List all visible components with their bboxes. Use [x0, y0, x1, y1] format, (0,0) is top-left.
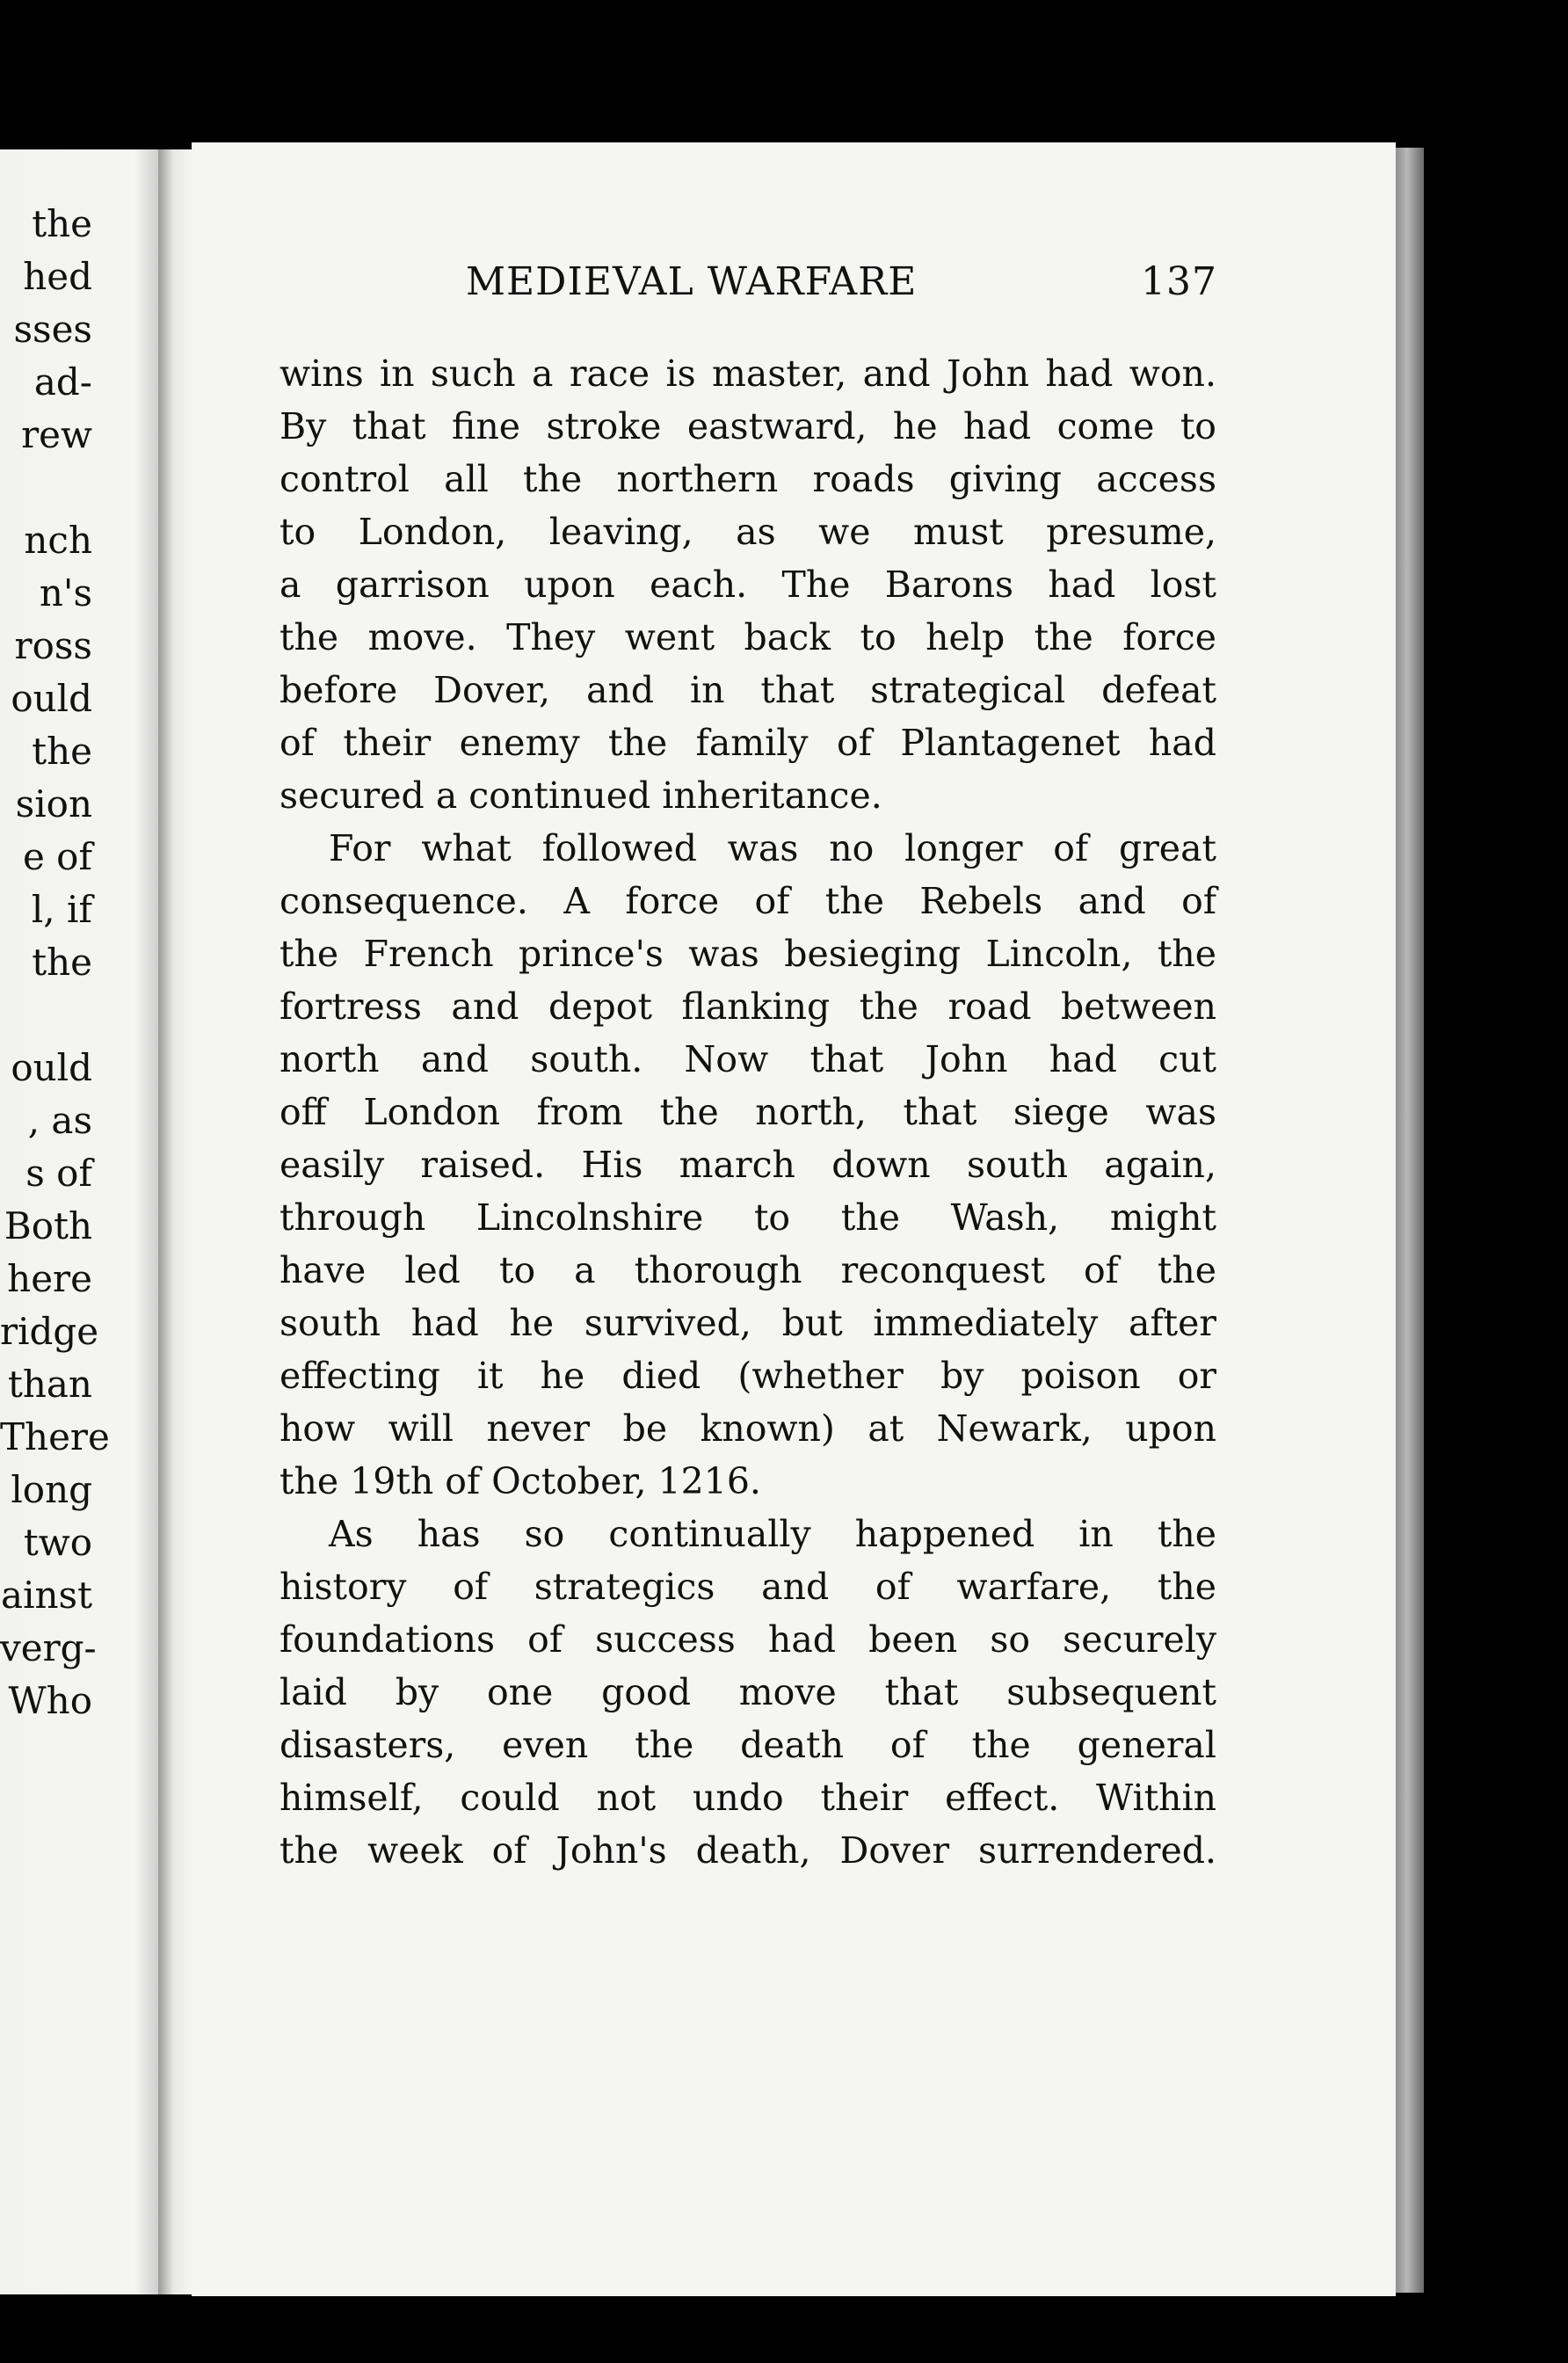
- text-line: wins in such a race is master, and John had won.: [279, 353, 1216, 395]
- left-fragment-line: the: [32, 202, 92, 245]
- text-line: the 19th of October, 1216.: [279, 1460, 761, 1502]
- text-line: easily raised. His march down south again,: [279, 1144, 1216, 1186]
- text-line: As has so continually happened in the: [329, 1513, 1216, 1555]
- text-line: disasters, even the death of the general: [279, 1724, 1216, 1766]
- text-line: through Lincolnshire to the Wash, might: [279, 1196, 1216, 1239]
- text-line: control all the northern roads giving access: [279, 458, 1216, 500]
- text-line: effecting it he died (whether by poison or: [279, 1355, 1216, 1397]
- text-line: history of strategics and of warfare, the: [279, 1566, 1216, 1608]
- text-line: how will never be known) at Newark, upon: [279, 1407, 1216, 1450]
- text-line: a garrison upon each. The Barons had lost: [279, 563, 1216, 606]
- text-line: have led to a thorough reconquest of the: [279, 1249, 1216, 1291]
- left-fragment-line: long: [11, 1468, 92, 1511]
- left-fragment-line: ad-: [33, 360, 92, 404]
- text-line: before Dover, and in that strategical defeat: [279, 669, 1216, 711]
- text-line: of their enemy the family of Plantagenet had: [279, 722, 1216, 764]
- page-edge: [1396, 148, 1424, 2293]
- page-number: 137: [1141, 259, 1217, 304]
- left-fragment-line: [0, 462, 92, 514]
- text-line: to London, leaving, as we must presume,: [279, 511, 1216, 553]
- text-line: the week of John's death, Dover surrendered.: [279, 1829, 1216, 1872]
- left-fragment-line: , as: [27, 1099, 92, 1142]
- left-fragment-line: sses: [13, 308, 92, 351]
- text-line: the French prince's was besieging Lincoln, the: [279, 933, 1216, 975]
- text-line: foundations of success had been so securely: [279, 1618, 1216, 1661]
- left-fragment-line: the: [32, 941, 92, 984]
- left-fragment-line: ould: [11, 1046, 92, 1089]
- text-line: off London from the north, that siege was: [279, 1091, 1216, 1133]
- left-fragment-line: two: [23, 1521, 92, 1564]
- text-line: himself, could not undo their effect. Within: [279, 1777, 1216, 1819]
- text-line: the move. They went back to help the force: [279, 616, 1216, 658]
- left-fragment-line: l, if: [31, 888, 92, 931]
- left-fragment-line: hed: [23, 255, 92, 298]
- left-page-text-fragments: [0, 198, 110, 1727]
- body-text: [279, 347, 1216, 1877]
- text-line: south had he survived, but immediately after: [279, 1302, 1216, 1344]
- left-fragment-line: ross: [14, 624, 92, 667]
- left-fragment-line: than: [7, 1363, 92, 1406]
- left-fragment-line: There: [0, 1415, 110, 1458]
- left-fragment-line: ainst: [1, 1574, 92, 1617]
- text-line: north and south. Now that John had cut: [279, 1038, 1216, 1080]
- left-fragment-line: the: [32, 730, 92, 773]
- left-fragment-line: rew: [21, 413, 92, 456]
- left-fragment-line: sion: [15, 782, 92, 825]
- left-fragment-line: n's: [39, 571, 92, 614]
- text-line: By that fine stroke eastward, he had come to: [279, 405, 1216, 447]
- text-line: fortress and depot flanking the road between: [279, 985, 1216, 1028]
- left-fragment-line: nch: [24, 519, 92, 562]
- book-gutter: [158, 149, 192, 2294]
- running-title: MEDIEVAL WARFARE: [466, 259, 918, 304]
- left-fragment-line: here: [7, 1257, 92, 1300]
- left-fragment-line: e of: [22, 835, 92, 878]
- text-line: consequence. A force of the Rebels and of: [279, 880, 1216, 922]
- text-line: For what followed was no longer of great: [329, 827, 1216, 869]
- text-line: laid by one good move that subsequent: [279, 1671, 1216, 1713]
- left-fragment-line: verg-: [0, 1626, 97, 1669]
- left-fragment-line: Both: [4, 1204, 92, 1247]
- left-fragment-line: s of: [25, 1152, 92, 1195]
- left-fragment-line: [0, 989, 92, 1042]
- left-fragment-line: ould: [11, 677, 92, 720]
- left-fragment-line: ridge: [0, 1310, 99, 1353]
- text-line: secured a continued inheritance.: [279, 774, 882, 817]
- left-fragment-line: Who: [8, 1679, 92, 1722]
